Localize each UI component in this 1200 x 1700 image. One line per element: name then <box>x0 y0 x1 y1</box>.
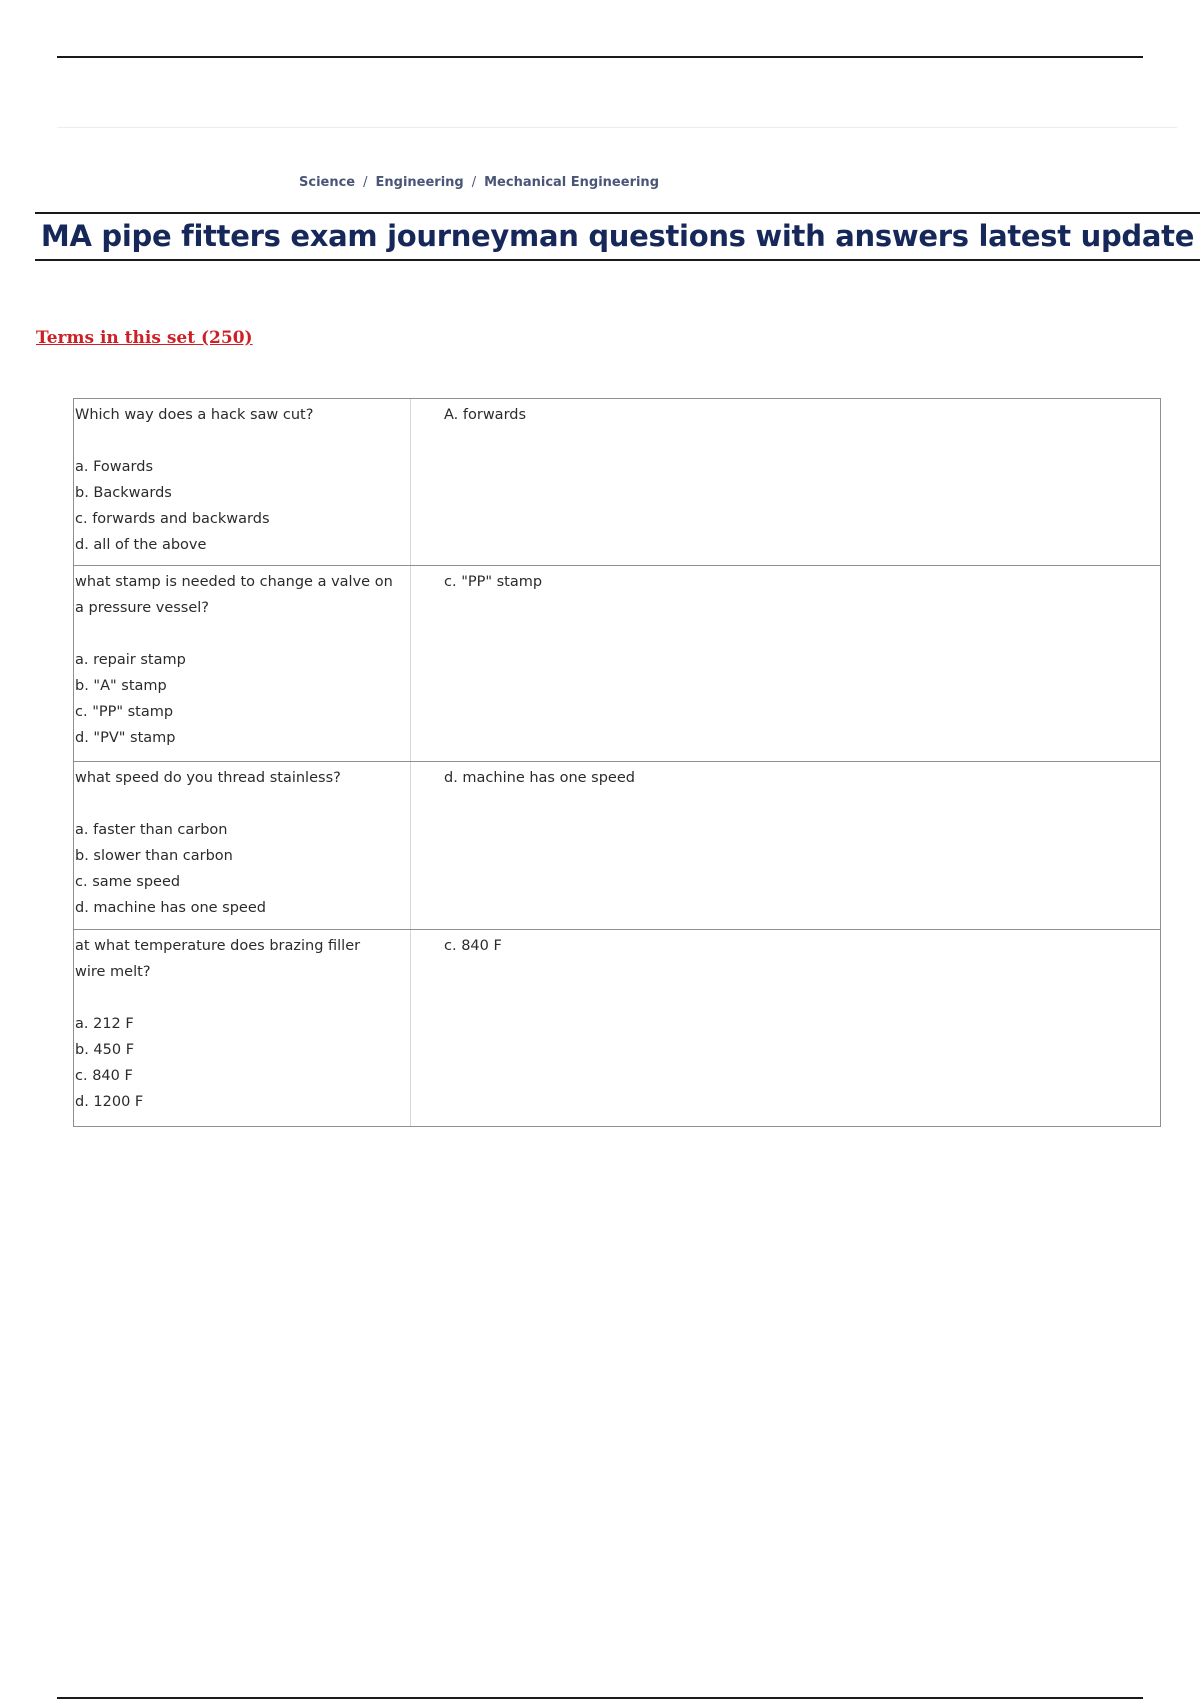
answer-option: a. repair stamp <box>75 652 186 668</box>
answer-option: a. 212 F <box>75 1016 134 1032</box>
page-title: MA pipe fitters exam journeyman questions with answers latest update <box>40 219 1195 253</box>
term-question <box>74 762 411 929</box>
answer-option: b. Backwards <box>75 485 172 501</box>
question-text: what stamp is needed to change a valve on <box>75 574 393 590</box>
breadcrumb-item-mechanical-engineering[interactable]: Mechanical Engineering <box>484 175 659 190</box>
term-answer: c. 840 F <box>444 938 502 954</box>
answer-option: a. Fowards <box>75 459 154 475</box>
title-band <box>35 212 1200 261</box>
term-question <box>74 566 411 761</box>
breadcrumb-separator: / <box>471 175 477 190</box>
breadcrumb-item-science[interactable]: Science <box>299 175 356 190</box>
term-question <box>74 930 411 1126</box>
question-text: wire melt? <box>75 964 151 980</box>
breadcrumb <box>299 175 659 190</box>
answer-option: b. slower than carbon <box>75 848 233 864</box>
answer-option: d. 1200 F <box>75 1094 144 1110</box>
answer-option: c. forwards and backwards <box>75 511 270 527</box>
answer-option: c. 840 F <box>75 1068 133 1084</box>
term-row <box>74 566 1160 762</box>
question-text: a pressure vessel? <box>75 600 209 616</box>
term-question <box>74 399 411 565</box>
answer-option: c. "PP" stamp <box>75 704 174 720</box>
term-row <box>74 930 1160 1126</box>
bottom-rule <box>57 1697 1143 1699</box>
answer-option: b. 450 F <box>75 1042 135 1058</box>
question-spacer <box>75 621 410 647</box>
answer-option: c. same speed <box>75 874 181 890</box>
question-spacer <box>75 791 410 817</box>
question-text: Which way does a hack saw cut? <box>75 407 314 423</box>
term-row <box>74 762 1160 930</box>
term-answer: d. machine has one speed <box>444 770 635 786</box>
term-row <box>74 399 1160 566</box>
answer-option: a. faster than carbon <box>75 822 228 838</box>
terms-table <box>73 398 1161 1127</box>
answer-option: d. machine has one speed <box>75 900 266 916</box>
breadcrumb-separator: / <box>363 175 368 190</box>
question-text: at what temperature does brazing filler <box>75 938 361 954</box>
terms-count-heading: Terms in this set (250) <box>36 328 253 348</box>
answer-option: b. "A" stamp <box>75 678 167 694</box>
breadcrumb-item-engineering[interactable]: Engineering <box>375 175 464 190</box>
question-spacer <box>75 985 410 1011</box>
answer-option: d. "PV" stamp <box>75 730 176 746</box>
header-divider <box>57 127 1177 128</box>
question-text: what speed do you thread stainless? <box>75 770 341 786</box>
term-answer: c. "PP" stamp <box>444 574 543 590</box>
top-rule <box>57 56 1143 58</box>
answer-option: d. all of the above <box>75 537 207 553</box>
question-spacer <box>75 428 410 454</box>
term-answer: A. forwards <box>444 407 527 423</box>
